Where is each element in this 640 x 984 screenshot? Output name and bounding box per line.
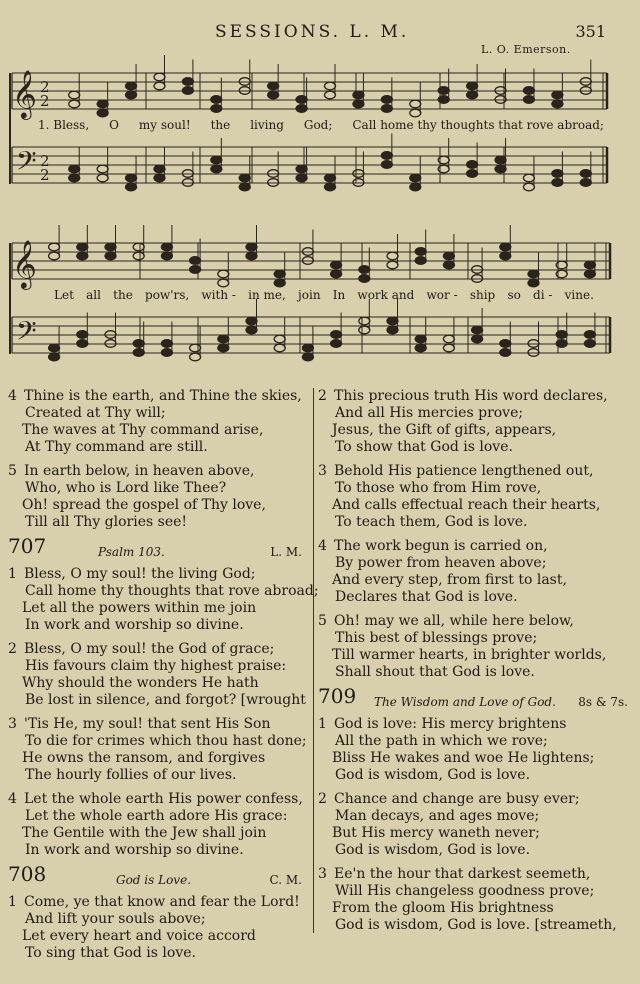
hymn-source: Psalm 103. — [98, 544, 165, 559]
verse-line — [318, 900, 634, 917]
lyric-syllable: O — [109, 118, 119, 132]
verse-text: God is wisdom, God is love. — [335, 767, 531, 784]
verse-text: To teach them, God is love. — [335, 514, 528, 531]
lyric-syllable: In — [332, 288, 346, 302]
lyric-syllable: ship — [469, 288, 496, 302]
verse-text: To those who from Him rove, — [335, 480, 542, 497]
verse-line — [8, 480, 308, 497]
lyric-syllable: pow'rs, — [145, 288, 190, 302]
verse-number: 5 — [318, 612, 327, 629]
lyric-syllable: di - — [533, 288, 553, 302]
verse-line — [8, 566, 308, 583]
verse-number: 2 — [318, 790, 327, 807]
verse-text: The work begun is carried on, — [334, 537, 548, 554]
verse-line — [318, 647, 634, 664]
lyric-syllable: join — [298, 288, 321, 302]
lyric-syllable: vine. — [564, 288, 594, 302]
verse-text: And every step, from first to last, — [332, 572, 567, 589]
verse-text: He owns the ransom, and forgives — [22, 750, 266, 767]
verse-number: 4 — [318, 537, 327, 554]
verse-line — [8, 842, 308, 859]
hymn-meter: C. M. — [269, 872, 302, 887]
verse-text: Call home thy thoughts that rove abroad; — [25, 583, 319, 600]
lyric-syllable: Let — [54, 288, 74, 302]
verse-text: 'Tis He, my soul! that sent His Son — [24, 715, 271, 732]
verse-text: God is love: His mercy brightens — [334, 715, 567, 732]
verse-text: Ee'n the hour that darkest seemeth, — [334, 865, 591, 882]
verse-text: This precious truth His word declares, — [334, 388, 608, 404]
verse-text: Let all the powers within me join — [22, 600, 257, 617]
verse — [318, 866, 634, 934]
verse-line — [318, 750, 634, 767]
hymn-source: The Wisdom and Love of God. — [374, 694, 556, 709]
hymn-meter: 8s & 7s. — [578, 694, 628, 709]
verse-line — [318, 883, 634, 900]
verse-text: To sing that God is love. — [25, 945, 196, 962]
verse-line — [318, 767, 634, 784]
verse-line — [8, 750, 308, 767]
verse-line — [8, 641, 308, 658]
verse-line — [8, 497, 308, 514]
verse — [8, 641, 308, 709]
verse-text: Behold His patience lengthened out, — [334, 462, 594, 479]
verse-text: But His mercy waneth never; — [332, 825, 540, 842]
verse-line — [8, 675, 308, 692]
lyric-syllable: all — [86, 288, 101, 302]
verse-text: In work and worship so divine. — [25, 842, 244, 859]
verse-number: 2 — [8, 640, 17, 657]
verse-line — [8, 439, 308, 456]
svg-text:𝄞: 𝄞 — [12, 69, 37, 118]
verse-text: God is wisdom, God is love. — [335, 842, 531, 859]
verse — [8, 894, 308, 962]
verse-line — [8, 808, 308, 825]
verse — [8, 463, 308, 531]
lyric-syllable: with - — [201, 288, 236, 302]
hymn-number: 709 — [318, 683, 357, 708]
verse-number: 1 — [8, 565, 17, 582]
verse-number: 5 — [8, 462, 17, 479]
verse-line — [318, 842, 634, 859]
verse-line — [318, 808, 634, 825]
verse-line — [318, 480, 634, 497]
verse-text: Oh! spread the gospel of Thy love, — [22, 497, 266, 514]
verse — [318, 463, 634, 531]
verse-line — [318, 388, 634, 405]
verse-line — [318, 589, 634, 606]
verse-text: Declares that God is love. — [335, 589, 518, 606]
verse-text: Till warmer hearts, in brighter worlds, — [332, 647, 607, 664]
svg-text:𝄞: 𝄞 — [12, 239, 37, 288]
lyric-syllable: 1. Bless, — [38, 118, 90, 132]
verse-text: Let every heart and voice accord — [22, 928, 256, 944]
hymn-709-heading — [318, 683, 634, 712]
lyric-syllable: the — [210, 118, 231, 132]
verse-line — [318, 514, 634, 531]
verse-text: By power from heaven above; — [335, 555, 547, 572]
hymn-meter: L. M. — [270, 544, 302, 559]
verse — [8, 388, 308, 456]
verse-text: Shall shout that God is love. — [335, 664, 535, 681]
verse-line — [8, 692, 308, 709]
verse-text: This best of blessings prove; — [335, 630, 538, 646]
svg-text:𝄢: 𝄢 — [16, 145, 37, 183]
verse-text: The Gentile with the Jew shall join — [22, 825, 267, 842]
verse-line — [318, 538, 634, 555]
verse-text: All the path in which we rove; — [335, 732, 548, 749]
verse-number: 4 — [8, 388, 17, 404]
verse — [8, 565, 319, 634]
tune-title: SESSIONS. L. M. — [215, 22, 410, 42]
verse-line — [8, 894, 308, 911]
verse-line — [8, 767, 308, 784]
verse-line — [8, 911, 308, 928]
verse-text: Oh! may we all, while here below, — [334, 612, 574, 629]
verse-text: Chance and change are busy ever; — [334, 790, 580, 807]
verse-text: Thine is the earth, and Thine the skies, — [24, 388, 302, 404]
verse-line — [8, 600, 308, 617]
svg-text:𝄢: 𝄢 — [16, 315, 37, 353]
verse-line — [318, 405, 634, 422]
composer-credit: L. O. Emerson. — [481, 43, 571, 56]
lyric-syllable: God; — [303, 118, 333, 132]
hymn-number: 707 — [8, 533, 47, 558]
verse-number: 4 — [8, 790, 17, 807]
verse-line — [318, 463, 634, 480]
lyric-syllable: my soul! — [138, 118, 191, 132]
verse-number: 1 — [8, 893, 17, 910]
verse — [8, 791, 308, 859]
verse-line — [8, 422, 308, 439]
verse-line — [318, 630, 634, 647]
column-divider — [313, 388, 314, 933]
verse-number: 3 — [318, 462, 327, 479]
verse-text: God is wisdom, God is love. [streameth, — [335, 917, 617, 934]
verse-text: Till all Thy glories see! — [25, 514, 188, 531]
lyric-syllable: wor - — [426, 288, 458, 302]
noteheads — [49, 55, 596, 361]
svg-text:2: 2 — [40, 92, 50, 110]
verse-line — [8, 658, 308, 675]
clefs-and-time-signatures — [12, 69, 50, 353]
verse — [318, 716, 634, 784]
verse-line — [8, 463, 308, 480]
verse-line — [318, 866, 634, 883]
svg-text:2: 2 — [40, 166, 50, 184]
verse-text: Come, ye that know and fear the Lord! — [24, 893, 300, 910]
lyric-syllable: in me, — [248, 288, 286, 302]
verse-number: 3 — [8, 715, 17, 732]
svg-text:2: 2 — [40, 78, 50, 96]
hymn-707-heading — [8, 533, 308, 562]
verse-text: The hourly follies of our lives. — [25, 767, 237, 784]
verse-line — [8, 617, 308, 634]
verse-line — [8, 388, 308, 405]
verse-text: Jesus, the Gift of gifts, appears, — [332, 422, 557, 439]
lyric-line-1 — [38, 118, 604, 132]
verse-text: In earth below, in heaven above, — [24, 462, 255, 479]
verse — [318, 388, 634, 456]
verse-line — [8, 716, 308, 733]
verse-text: To show that God is love. — [335, 439, 513, 456]
verse-text: From the gloom His brightness — [332, 900, 554, 916]
verse-line — [318, 422, 634, 439]
verse-text: Will His changeless goodness prove; — [335, 882, 595, 899]
verse-text: The waves at Thy command arise, — [22, 422, 264, 439]
page-number: 351 — [575, 22, 606, 41]
verse-text: Bless, O my soul! the living God; — [24, 565, 256, 582]
verse — [318, 538, 634, 606]
verse-line — [318, 733, 634, 750]
verse-line — [318, 664, 634, 681]
lyric-syllable: living — [250, 118, 284, 132]
verse-text: Let the whole earth adore His grace: — [25, 807, 288, 824]
verse-line — [318, 497, 634, 514]
verse-text: His favours claim thy highest praise: — [25, 658, 287, 674]
verse-text: Let the whole earth His power confess, — [24, 790, 303, 807]
hymn-source: God is Love. — [116, 872, 192, 887]
verse-text: Why should the wonders He hath — [22, 675, 259, 692]
verse-text: In work and worship so divine. — [25, 617, 244, 634]
verse-text: Bliss He wakes and woe He lightens; — [332, 750, 595, 767]
verse-line — [8, 791, 308, 808]
verse-line — [318, 716, 634, 733]
verse-text: Created at Thy will; — [25, 405, 166, 422]
verse-number: 3 — [318, 865, 327, 882]
verse-line — [318, 572, 634, 589]
verse — [318, 791, 634, 859]
verse-text: At Thy command are still. — [25, 439, 208, 456]
verse-text: And lift your souls above; — [25, 910, 206, 927]
lyric-syllable: Call home thy thoughts that rove abroad; — [352, 118, 604, 132]
verse-line — [318, 917, 634, 934]
verse-text: And all His mercies prove; — [335, 405, 524, 422]
verse — [8, 716, 308, 784]
verse-text: Bless, O my soul! the God of grace; — [24, 640, 275, 657]
lyric-line-2 — [54, 288, 594, 302]
verse-text: Man decays, and ages move; — [335, 807, 540, 824]
verse-text: Who, who is Lord like Thee? — [25, 480, 227, 497]
verse-line — [318, 555, 634, 572]
verse-line — [318, 825, 634, 842]
lyric-syllable: so — [507, 288, 521, 302]
verse-text: And calls effectual reach their hearts, — [332, 497, 601, 514]
hymn-708-heading — [8, 861, 308, 890]
verse-line — [8, 928, 308, 945]
music-score — [0, 0, 640, 380]
lyric-syllable: the — [113, 288, 133, 302]
verse-line — [318, 613, 634, 630]
verse — [318, 613, 634, 681]
lyric-syllable: work and — [357, 288, 415, 302]
verse-line — [8, 514, 308, 531]
verse-line — [8, 945, 308, 962]
verse-text: Be lost in silence, and forgot? [wrought — [25, 692, 306, 709]
verse-line — [8, 583, 319, 600]
left-column — [8, 388, 319, 969]
verse-number: 1 — [318, 715, 327, 732]
verse-line — [8, 733, 308, 750]
svg-text:2: 2 — [40, 152, 50, 170]
verse-line — [318, 439, 634, 456]
verse-line — [8, 405, 308, 422]
verse-text: To die for crimes which thou hast done; — [25, 732, 307, 749]
hymn-number: 708 — [8, 861, 47, 886]
verse-number: 2 — [318, 388, 327, 404]
verse-line — [318, 791, 634, 808]
verse-line — [8, 825, 308, 842]
right-column — [318, 388, 634, 941]
